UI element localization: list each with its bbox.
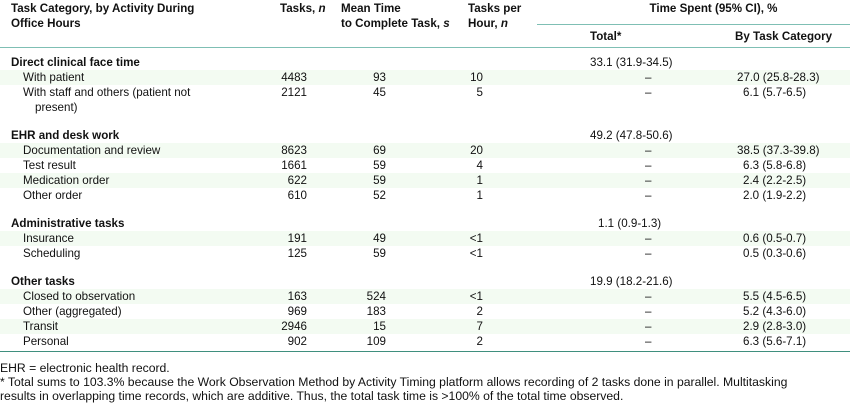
category-total: 49.2 (47.8-50.6) — [590, 129, 673, 142]
task-label: Scheduling — [23, 247, 81, 260]
tasks-n: 125 — [287, 247, 307, 260]
tasks-n: 191 — [287, 232, 307, 245]
mean-time: 109 — [366, 335, 386, 348]
header-task-category — [0, 0, 260, 47]
task-label: Closed to observation — [23, 290, 136, 303]
footnote-abbreviation: EHR = electronic health record. — [0, 361, 170, 375]
by-category-value: 5.5 (4.5-6.5) — [743, 290, 807, 303]
tasks-n: 902 — [287, 335, 307, 348]
by-category-value: 2.4 (2.2-2.5) — [743, 174, 807, 187]
tasks-n: 1661 — [281, 159, 307, 172]
header-mean-time-line2: to Complete Task, — [341, 17, 444, 30]
footnote-asterisk-line1: * Total sums to 103.3% because the Work Observation Method by Activity Timing platform allows recording of 2 tasks done in parallel. Multitasking — [0, 375, 788, 389]
header-task-category-line1: Task Category, by Activity During — [11, 2, 195, 15]
tasks-per-hour: 1 — [476, 174, 483, 187]
tasks-n: 2121 — [281, 86, 307, 99]
total-value: – — [645, 232, 652, 245]
tasks-n: 163 — [287, 290, 307, 303]
tasks-per-hour: <1 — [469, 232, 483, 245]
header-tasks-n-var: n — [318, 2, 326, 15]
header-mean-time-var: s — [443, 17, 450, 30]
tasks-n: 969 — [287, 305, 307, 318]
table-row — [0, 319, 850, 334]
tasks-per-hour: 2 — [476, 335, 483, 348]
task-label: Transit — [23, 320, 59, 333]
mean-time: 59 — [373, 174, 386, 187]
total-value: – — [645, 86, 652, 99]
tasks-n: 8623 — [281, 144, 307, 157]
category-total: 1.1 (0.9-1.3) — [598, 217, 662, 230]
tasks-per-hour: 7 — [476, 320, 483, 333]
table-row — [0, 85, 850, 115]
tasks-n: 4483 — [281, 71, 307, 84]
tasks-per-hour: <1 — [469, 247, 483, 260]
mean-time: 45 — [373, 86, 386, 99]
task-label: Personal — [23, 335, 69, 348]
task-label: Other (aggregated) — [23, 305, 122, 318]
by-category-value: 6.1 (5.7-6.5) — [743, 86, 807, 99]
total-value: – — [645, 174, 652, 187]
by-category-value: 2.0 (1.9-2.2) — [743, 189, 807, 202]
by-category-value: 6.3 (5.6-7.1) — [743, 335, 807, 348]
header-task-category-line2: Office Hours — [11, 17, 81, 30]
by-category-value: 27.0 (25.8-28.3) — [737, 71, 820, 84]
mean-time: 15 — [373, 320, 386, 333]
header-mean-time — [307, 0, 450, 47]
tasks-n: 622 — [287, 174, 307, 187]
mean-time: 93 — [373, 71, 386, 84]
mean-time: 524 — [366, 290, 386, 303]
mean-time: 49 — [373, 232, 386, 245]
header-time-spent-group: Time Spent (95% CI), % — [537, 0, 850, 24]
category-row-administrative — [0, 216, 850, 231]
table-row — [0, 289, 850, 304]
total-value: – — [645, 305, 652, 318]
table-row — [0, 246, 850, 261]
table-row — [0, 231, 850, 246]
category-label: Direct clinical face time — [11, 56, 140, 69]
footnote-asterisk-line2: results in overlapping time records, which are additive. Thus, the total task time is >100% of the total time observed. — [0, 389, 624, 403]
header-tasks-per-hour-line2: Hour, — [468, 17, 501, 30]
by-category-value: 6.3 (5.8-6.8) — [743, 159, 807, 172]
category-row-ehr-desk-work — [0, 128, 850, 143]
total-value: – — [645, 290, 652, 303]
total-value: – — [645, 335, 652, 348]
header-tasks-per-hour — [440, 0, 537, 47]
table-row — [0, 158, 850, 173]
category-total: 33.1 (31.9-34.5) — [590, 56, 673, 69]
category-row-direct-clinical — [0, 55, 850, 70]
category-row-other-tasks — [0, 274, 850, 289]
tasks-per-hour: 2 — [476, 305, 483, 318]
category-label: EHR and desk work — [11, 129, 120, 142]
table-row — [0, 143, 850, 158]
task-label: Medication order — [23, 174, 110, 187]
total-value: – — [645, 189, 652, 202]
tasks-per-hour: 1 — [476, 189, 483, 202]
task-label-line2: present) — [35, 101, 78, 114]
tasks-per-hour: <1 — [469, 290, 483, 303]
tasks-n: 610 — [287, 189, 307, 202]
total-value: – — [645, 71, 652, 84]
by-category-value: 0.6 (0.5-0.7) — [743, 232, 807, 245]
category-total: 19.9 (18.2-21.6) — [590, 275, 673, 288]
by-category-value: 2.9 (2.8-3.0) — [743, 320, 807, 333]
by-category-value: 38.5 (37.3-39.8) — [737, 144, 820, 157]
task-label: Documentation and review — [23, 144, 161, 157]
header-by-task-category: By Task Category — [702, 24, 850, 47]
header-tasks-per-hour-var: n — [500, 17, 508, 30]
table-row — [0, 173, 850, 188]
total-value: – — [645, 144, 652, 157]
task-label: Other order — [23, 189, 83, 202]
header-mean-time-line1: Mean Time — [341, 2, 401, 15]
tasks-per-hour: 5 — [476, 86, 483, 99]
table-row — [0, 70, 850, 85]
mean-time: 59 — [373, 247, 386, 260]
by-category-value: 5.2 (4.3-6.0) — [743, 305, 807, 318]
header-tasks-n — [260, 0, 326, 47]
tasks-n: 2946 — [281, 320, 307, 333]
tasks-per-hour: 4 — [476, 159, 483, 172]
total-value: – — [645, 247, 652, 260]
table-row — [0, 304, 850, 319]
task-label: Insurance — [23, 232, 74, 245]
by-category-value: 0.5 (0.3-0.6) — [743, 247, 807, 260]
mean-time: 183 — [366, 305, 386, 318]
header-tasks-per-hour-line1: Tasks per — [468, 2, 522, 15]
mean-time: 52 — [373, 189, 386, 202]
header-tasks-n-label: Tasks, — [280, 2, 319, 15]
header-total: Total* — [537, 24, 702, 47]
category-label: Other tasks — [11, 275, 75, 288]
mean-time: 59 — [373, 159, 386, 172]
mean-time: 69 — [373, 144, 386, 157]
table-row — [0, 334, 850, 352]
total-value: – — [645, 320, 652, 333]
total-value: – — [645, 159, 652, 172]
task-label-line1: With staff and others (patient not — [23, 86, 191, 99]
task-label — [0, 85, 260, 115]
category-label: Administrative tasks — [11, 217, 125, 230]
tasks-per-hour: 20 — [470, 144, 483, 157]
tasks-per-hour: 10 — [470, 71, 483, 84]
task-label: Test result — [23, 159, 76, 172]
task-label: With patient — [23, 71, 85, 84]
table-row — [0, 188, 850, 203]
